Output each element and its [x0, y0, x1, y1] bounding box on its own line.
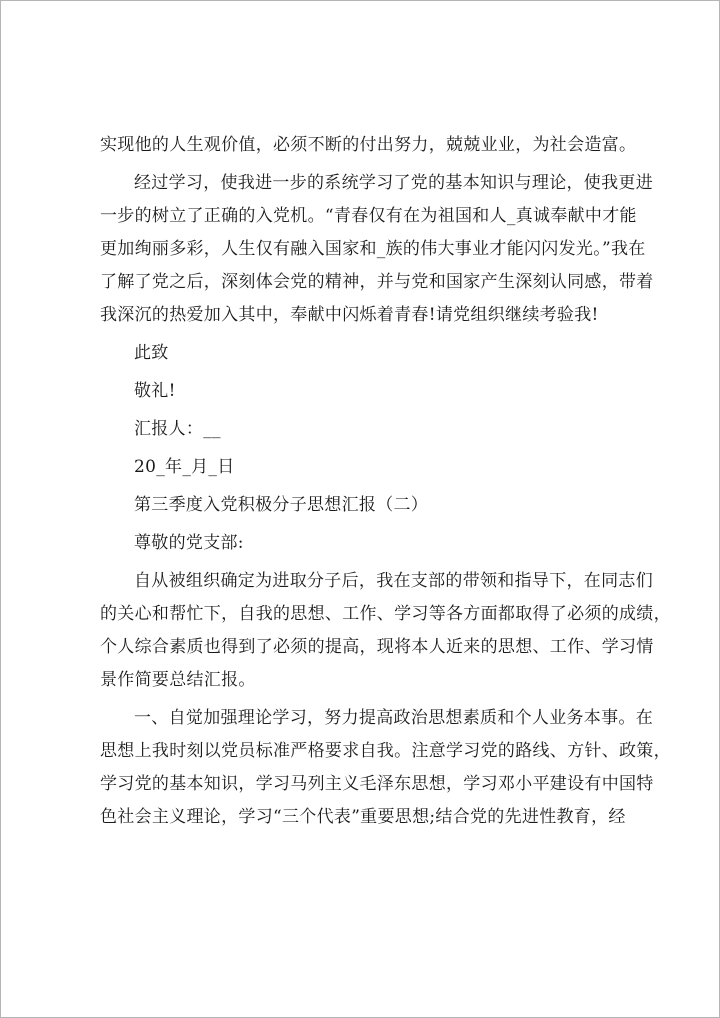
text-line: 一、自觉加强理论学习，努力提高政治思想素质和个人业务本事。在: [134, 708, 653, 728]
text-line: 实现他的人生观价值，必须不断的付出努力，兢兢业业，为社会造富。: [100, 135, 637, 155]
text-line: 更加绚丽多彩，人生仅有融入国家和_族的伟大事业才能闪闪发光。”我在: [100, 239, 646, 259]
text-line: 思想上我时刻以党员标准严格要求自我。注意学习党的路线、方针、政策，: [100, 741, 671, 761]
text-line: 学习党的基本知识，学习马列主义毛泽东思想，学习邓小平建设有中国特: [100, 774, 654, 794]
text-line: 一步的树立了正确的入党机。“青春仅有在为祖国和人_真诚奉献中才能: [100, 206, 637, 226]
text-line: 个人综合素质也得到了必须的提高，现将本人近来的思想、工作、学习情: [100, 637, 654, 657]
date-line: 20_年_月_日: [134, 457, 235, 477]
text-line: 了解了党之后，深刻体会党的精神，并与党和国家产生深刻认同感，带着: [100, 272, 654, 292]
document-body: [100, 129, 671, 834]
text-line: 色社会主义理论，学习“三个代表”重要思想;结合党的先进性教育，经: [100, 807, 626, 827]
text-line: 自从被组织确定为进取分子后，我在支部的带领和指导下，在同志们: [134, 571, 653, 591]
salutation-line: 此致: [134, 343, 169, 363]
section-title: 第三季度入党积极分子思想汇报（二）: [134, 495, 429, 515]
text-line: 景作简要总结汇报。: [100, 670, 256, 690]
reporter-line: 汇报人：__: [134, 419, 221, 439]
text-line: 我深沉的热爱加入其中，奉献中闪烁着青春!请党组织继续考验我!: [100, 305, 599, 325]
salutation-line: 敬礼!: [134, 381, 176, 401]
greeting-line: 尊敬的党支部:: [134, 533, 244, 553]
text-line: 经过学习，使我进一步的系统学习了党的基本知识与理论，使我更进: [134, 173, 653, 193]
text-line: 的关心和帮忙下，自我的思想、工作、学习等各方面都取得了必须的成绩，: [100, 604, 671, 624]
